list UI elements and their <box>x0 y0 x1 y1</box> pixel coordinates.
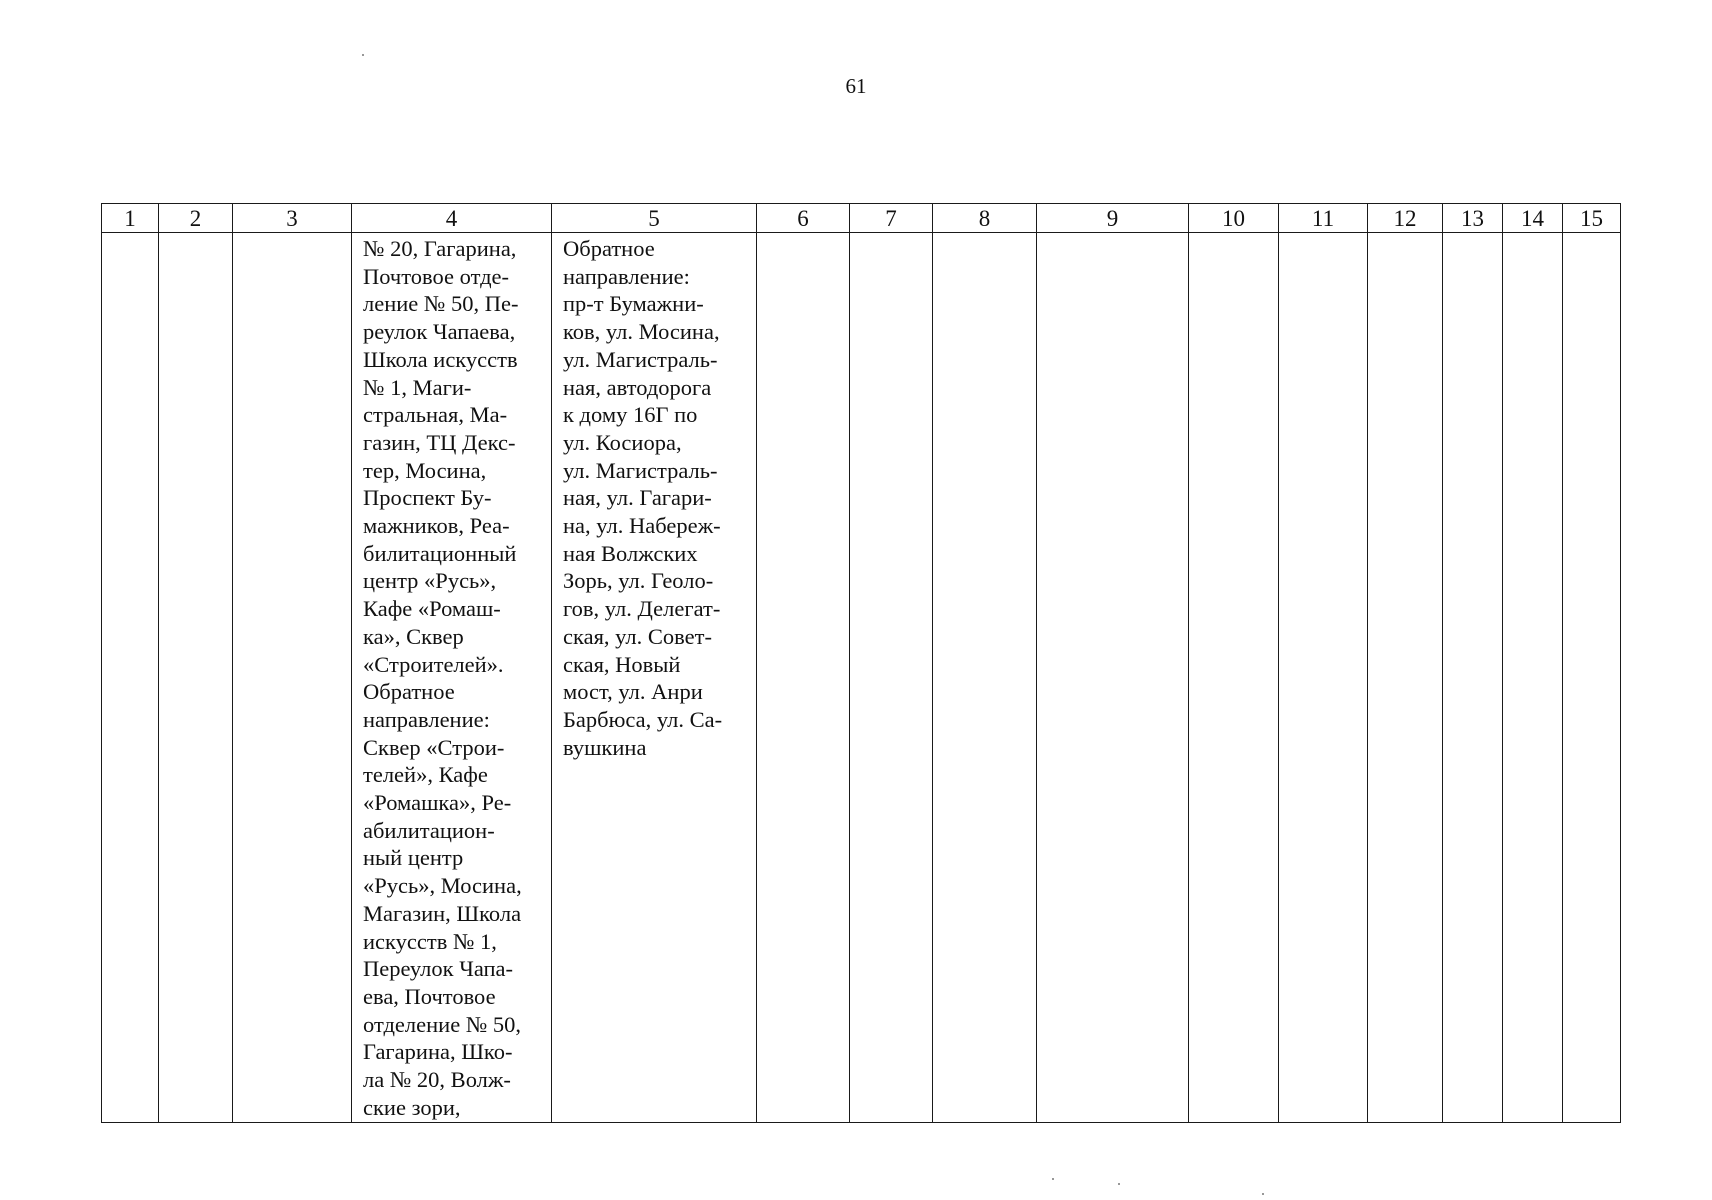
stops-list: № 20, Гагарина, Почтовое отде- ление № 50, Пе- реулок Чапаева, Школа искусств № 1, Маги- стральная, Ма- газин, ТЦ Декс- тер, Мосина, Проспект Бу- мажников, Реа- билитационный центр «Русь», Кафе «Ромаш- ка», Сквер «Строителей». Обратное направление: Сквер «Строи- телей», Кафе «Ромашка», Ре- абилитацион- ный центр «Русь», Мосина, Магазин, Школа искусств № 1, Переулок Чапа- ева, Почтовое отделение № 50, Гагарина, Шко- ла № 20, Волж- ские зори, <box>363 236 522 1120</box>
column-header-5: 5 <box>552 204 757 233</box>
scan-speck <box>362 54 364 56</box>
column-header-15: 15 <box>1563 204 1621 233</box>
column-header-12: 12 <box>1368 204 1443 233</box>
column-header-9: 9 <box>1037 204 1189 233</box>
scan-speck <box>1118 1183 1120 1185</box>
column-header-13: 13 <box>1443 204 1503 233</box>
column-header-3: 3 <box>233 204 352 233</box>
cell-col-10 <box>1189 233 1279 1123</box>
column-header-2: 2 <box>159 204 233 233</box>
column-header-7: 7 <box>850 204 933 233</box>
scan-speck <box>1052 1178 1054 1180</box>
cell-col-14 <box>1503 233 1563 1123</box>
column-header-6: 6 <box>757 204 850 233</box>
cell-col-6 <box>757 233 850 1123</box>
cell-col-12 <box>1368 233 1443 1123</box>
column-header-11: 11 <box>1279 204 1368 233</box>
route-table <box>101 203 1621 1123</box>
cell-col-11 <box>1279 233 1368 1123</box>
cell-col-8 <box>933 233 1037 1123</box>
table-row <box>102 233 1621 1123</box>
cell-col-3 <box>233 233 352 1123</box>
cell-col-2 <box>159 233 233 1123</box>
cell-col-9 <box>1037 233 1189 1123</box>
cell-col-4 <box>352 233 552 1123</box>
column-header-4: 4 <box>352 204 552 233</box>
column-header-14: 14 <box>1503 204 1563 233</box>
page-number: 61 <box>845 74 867 98</box>
cell-col-7 <box>850 233 933 1123</box>
header-row <box>102 204 1621 233</box>
cell-col-15 <box>1563 233 1621 1123</box>
scan-speck <box>1262 1193 1264 1195</box>
cell-col-1 <box>102 233 159 1123</box>
cell-col-5 <box>552 233 757 1123</box>
column-header-10: 10 <box>1189 204 1279 233</box>
streets-list: Обратное направление: пр-т Бумажни- ков, ул. Мосина, ул. Магистраль- ная, автодорога к дому 16Г по ул. Косиора, ул. Магистраль- ная, ул. Гагари- на, ул. Набереж- ная Волжских Зорь, ул. Геоло- гов, ул. Делегат- ская, ул. Совет- ская, Новый мост, ул. Анри Барбюса, ул. Са- вушкина <box>563 236 723 760</box>
column-header-8: 8 <box>933 204 1037 233</box>
cell-col-13 <box>1443 233 1503 1123</box>
column-header-1: 1 <box>102 204 159 233</box>
